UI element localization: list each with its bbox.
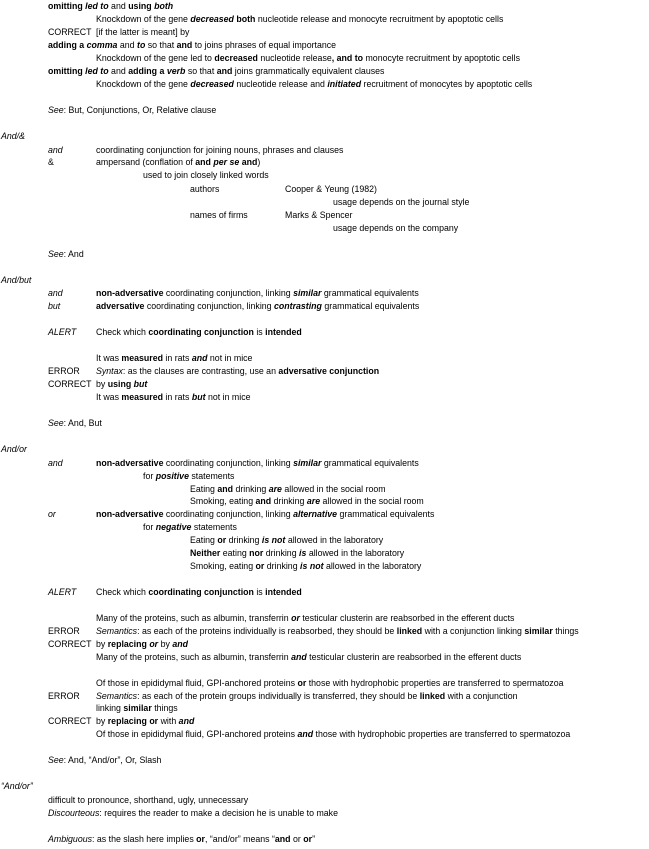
text-run: not in mice <box>205 392 251 402</box>
bold-text: adding a <box>128 66 167 76</box>
error-explanation <box>96 690 518 702</box>
bold-text: both <box>236 14 256 24</box>
emphasized-term: are <box>306 496 321 506</box>
text-run: allowed in the social room <box>320 496 424 506</box>
bold-text: measured <box>121 392 163 402</box>
emphasized-term: to <box>137 40 146 50</box>
bold-text: and <box>274 834 291 844</box>
emphasized-term: is not <box>261 535 286 545</box>
text-run: : But, Conjunctions, Or, Relative clause <box>63 105 217 115</box>
see-also <box>48 754 161 766</box>
corrected-sentence <box>96 52 520 64</box>
emphasized-term: contrasting <box>274 301 322 311</box>
usage-instruction <box>48 65 384 77</box>
text-run: coordinating conjunction, linking <box>144 301 275 311</box>
usage-note: usage depends on the journal style <box>333 197 470 207</box>
emphasized-term: but <box>191 392 206 402</box>
definition <box>96 144 343 156</box>
emphasized-term: or <box>149 639 159 649</box>
emphasized-term: both <box>154 1 174 11</box>
bold-text: similar <box>524 626 553 636</box>
text-run: allowed in the laboratory <box>285 535 384 545</box>
text-run: drinking <box>226 535 262 545</box>
bold-text: coordinating conjunction <box>148 327 254 337</box>
bold-text: , and to <box>331 53 364 63</box>
emphasized-term: led to <box>85 1 109 11</box>
term-label: & <box>48 157 54 167</box>
text-run: allowed in the social room <box>281 484 386 494</box>
emphasized-term: positive <box>155 471 189 481</box>
text-run: Check which <box>96 327 149 337</box>
text-run: Many of the proteins, such as albumin, transferrin <box>96 652 292 662</box>
text-run: Eating <box>190 484 218 494</box>
emphasized-term: are <box>268 484 282 494</box>
label-error: ERROR <box>48 626 80 636</box>
bold-text: intended <box>265 587 302 597</box>
text-run: grammatical equivalents <box>321 288 419 298</box>
definition <box>96 287 419 299</box>
text-run: Eating <box>190 535 218 545</box>
usage-instruction <box>48 39 336 51</box>
emphasized-term: per se <box>213 157 240 167</box>
error-explanation-continued <box>96 702 178 714</box>
text-run: coordinating conjunction for joining nouns, phrases and clauses <box>96 145 344 155</box>
text-run: those with hydrophobic properties are transferred to spermatozoa <box>306 678 564 688</box>
definition <box>96 508 434 520</box>
label-error: ERROR <box>48 366 80 376</box>
emphasized-term: and <box>191 353 208 363</box>
text-run: drinking <box>233 484 269 494</box>
label-error: ERROR <box>48 691 80 701</box>
text-run: [if the latter is meant] by <box>96 27 190 37</box>
usage-note <box>48 833 315 845</box>
italic-text: Discourteous <box>48 808 100 818</box>
bold-text: or <box>196 834 205 844</box>
bold-text: similar <box>123 703 152 713</box>
bold-text: or <box>217 535 227 545</box>
text-run: linking <box>96 703 124 713</box>
text-run: those with hydrophobic properties are transferred to spermatozoa <box>313 729 571 739</box>
example-sentence <box>96 13 503 25</box>
bold-text: intended <box>265 327 302 337</box>
example-sentence <box>190 495 424 507</box>
text-run: nucleotide release <box>257 53 332 63</box>
definition <box>96 457 419 469</box>
example-sentence <box>96 677 563 689</box>
text-run: Of those in epididymal fluid, GPI-anchored proteins <box>96 678 298 688</box>
text-run: eating <box>220 548 250 558</box>
example-sentence <box>190 483 386 495</box>
text-run: grammatical equivalents <box>321 301 420 311</box>
text-run: recruitment of monocytes by apoptotic cells <box>361 79 533 89</box>
text-run: Knockdown of the gene led to <box>96 53 215 63</box>
alert-text <box>96 586 302 598</box>
emphasized-term: similar <box>293 458 322 468</box>
text-run: ” <box>312 834 316 844</box>
bold-text: Neither <box>190 548 221 558</box>
emphasized-term: alternative <box>293 509 338 519</box>
term-label: or <box>48 509 56 519</box>
emphasized-term: initiated <box>327 79 362 89</box>
text-run: by <box>96 639 108 649</box>
bold-text: and <box>216 66 233 76</box>
text-run: used to join closely linked words <box>143 170 269 180</box>
usage-note <box>143 470 234 482</box>
text-run: Smoking, eating <box>190 496 256 506</box>
text-run: monocyte recruitment by apoptotic cells <box>363 53 520 63</box>
usage-note <box>143 169 269 181</box>
text-run: nucleotide release and <box>233 79 328 89</box>
text-run: by <box>158 639 173 649</box>
text-run: in rats <box>162 392 192 402</box>
text-run: so that <box>145 40 177 50</box>
usage-instruction <box>48 0 173 12</box>
text-run: and <box>117 40 138 50</box>
text-run: , “and/or” means “ <box>204 834 275 844</box>
text-run: in rats <box>162 353 192 363</box>
italic-text: Ambiguous <box>48 834 93 844</box>
emphasized-term: or <box>291 613 300 623</box>
label-alert: ALERT <box>48 587 77 597</box>
emphasized-term: negative <box>155 522 192 532</box>
text-run: things <box>151 703 178 713</box>
emphasized-term: but <box>133 379 148 389</box>
emphasized-term: is <box>299 548 307 558</box>
italic-text: See <box>48 105 64 115</box>
text-run: : as each of the protein groups individually is transferred, they should be <box>137 691 420 701</box>
text-run: ampersand (conflation of <box>96 157 196 167</box>
emphasized-term: similar <box>293 288 322 298</box>
entry-heading: “And/or” <box>1 781 33 791</box>
text-run: allowed in the laboratory <box>306 548 405 558</box>
text-run: coordinating conjunction, linking <box>163 288 294 298</box>
definition <box>96 300 419 312</box>
text-run: Knockdown of the gene <box>96 79 191 89</box>
emphasized-term: is not <box>300 561 324 571</box>
text-run: or <box>290 834 304 844</box>
text-run: difficult to pronounce, shorthand, ugly, unnecessary <box>48 795 249 805</box>
term-label: and <box>48 288 63 298</box>
emphasized-term: and <box>297 729 314 739</box>
text-run: Many of the proteins, such as albumin, transferrin <box>96 613 292 623</box>
term-label: but <box>48 301 61 311</box>
entry-heading: And/or <box>1 444 27 454</box>
bold-text: linked <box>396 626 423 636</box>
corrected-sentence <box>96 651 521 663</box>
emphasized-term: and <box>178 716 195 726</box>
bold-text: adversative conjunction <box>278 366 380 376</box>
text-run: by <box>96 716 108 726</box>
bold-text: coordinating conjunction <box>148 587 254 597</box>
text-run: things <box>552 626 579 636</box>
term-label: and <box>48 145 63 155</box>
bold-text: adding a <box>48 40 87 50</box>
correction-instruction <box>96 378 147 390</box>
bold-text: or <box>303 834 313 844</box>
see-also <box>48 104 216 116</box>
text-run: with a conjunction linking <box>422 626 525 636</box>
bold-text: and <box>195 157 211 167</box>
usage-note: usage depends on the company <box>333 223 459 233</box>
text-run: Smoking, eating <box>190 561 256 571</box>
text-run: Check which <box>96 587 149 597</box>
see-also <box>48 417 102 429</box>
bold-text: omitting <box>48 66 86 76</box>
label-alert: ALERT <box>48 327 77 337</box>
emphasized-term: and <box>172 639 188 649</box>
italic-text: Semantics <box>96 691 138 701</box>
corrected-sentence <box>96 728 570 740</box>
correction-instruction <box>96 638 188 650</box>
correction-instruction <box>96 715 194 727</box>
bold-text: and <box>217 484 234 494</box>
text-run: joins grammatically equivalent clauses <box>232 66 385 76</box>
bold-text: non-adversative <box>96 509 164 519</box>
text-run: It was <box>96 392 122 402</box>
emphasized-term: and <box>291 652 307 662</box>
text-run: : as the clauses are contrasting, use an <box>122 366 279 376</box>
bold-text: using <box>107 379 132 389</box>
text-run: drinking <box>263 548 300 558</box>
example-sentence <box>190 560 421 572</box>
text-run: ) <box>257 157 261 167</box>
text-run: : as the slash here implies <box>92 834 197 844</box>
entry-heading: And/but <box>1 275 32 285</box>
text-run: allowed in the laboratory <box>323 561 422 571</box>
text-run: Knockdown of the gene <box>96 14 191 24</box>
text-run: Of those in epididymal fluid, GPI-anchored proteins <box>96 729 298 739</box>
label-correct: CORRECT <box>48 27 92 37</box>
emphasized-term: comma <box>86 40 118 50</box>
usage-note <box>143 521 237 533</box>
example-category: names of firms <box>190 210 248 220</box>
text-run: : And, But <box>63 418 102 428</box>
example-category: authors <box>190 184 220 194</box>
label-correct: CORRECT <box>48 639 92 649</box>
text-run: It was <box>96 353 122 363</box>
correction-condition <box>96 26 189 38</box>
usage-note <box>48 807 338 819</box>
text-run: : requires the reader to make a decision he is unable to make <box>99 808 338 818</box>
text-run: is <box>253 587 266 597</box>
alert-text <box>96 326 302 338</box>
text-run: statements <box>188 471 235 481</box>
text-run: drinking <box>264 561 301 571</box>
bold-text: adversative <box>96 301 145 311</box>
italic-text: Syntax <box>96 366 123 376</box>
text-run: for <box>143 471 156 481</box>
term-label: and <box>48 458 63 468</box>
emphasized-term: verb <box>166 66 186 76</box>
text-run: drinking <box>271 496 307 506</box>
example-sentence <box>190 547 404 559</box>
bold-text: using <box>128 1 155 11</box>
bold-text: and <box>176 40 193 50</box>
bold-text: decreased <box>214 53 258 63</box>
bold-text: or <box>297 678 307 688</box>
emphasized-term: decreased <box>190 14 234 24</box>
text-run: testicular clusterin are reabsorbed in the efferent ducts <box>299 613 515 623</box>
bold-text: or <box>149 716 159 726</box>
see-also <box>48 248 84 260</box>
corrected-sentence <box>96 391 251 403</box>
emphasized-term: led to <box>85 66 109 76</box>
text-run: not in mice <box>207 353 253 363</box>
italic-text: See <box>48 249 64 259</box>
text-run: and <box>108 66 129 76</box>
text-run: coordinating conjunction, linking <box>163 458 294 468</box>
text-run: with a conjunction <box>445 691 518 701</box>
text-run: for <box>143 522 156 532</box>
italic-text: See <box>48 418 64 428</box>
text-run: nucleotide release and monocyte recruitment by apoptotic cells <box>255 14 504 24</box>
bold-text: and <box>241 157 258 167</box>
emphasized-term: decreased <box>190 79 234 89</box>
bold-text: and <box>255 496 272 506</box>
text-run: and <box>108 1 129 11</box>
italic-text: See <box>48 755 64 765</box>
text-run: testicular clusterin are reabsorbed in the efferent ducts <box>306 652 522 662</box>
text-run: grammatical equivalents <box>337 509 435 519</box>
example: Marks & Spencer <box>285 210 353 220</box>
text-run: statements <box>191 522 237 532</box>
text-run: : And, “And/or”, Or, Slash <box>63 755 162 765</box>
example-sentence <box>190 534 383 546</box>
text-run: coordinating conjunction, linking <box>163 509 294 519</box>
bold-text: linked <box>419 691 446 701</box>
error-explanation <box>96 365 379 377</box>
error-explanation <box>96 625 579 637</box>
text-run: is <box>253 327 266 337</box>
text-run: : And <box>63 249 84 259</box>
example-sentence <box>96 352 252 364</box>
bold-text: measured <box>121 353 163 363</box>
bold-text: or <box>255 561 265 571</box>
text-run: grammatical equivalents <box>321 458 419 468</box>
italic-text: Semantics <box>96 626 138 636</box>
label-correct: CORRECT <box>48 716 92 726</box>
bold-text: non-adversative <box>96 288 164 298</box>
bold-text: nor <box>249 548 264 558</box>
text-run: with <box>158 716 179 726</box>
bold-text: omitting <box>48 1 86 11</box>
bold-text: replacing <box>107 639 147 649</box>
text-run: to joins phrases of equal importance <box>192 40 337 50</box>
text-run: so that <box>185 66 217 76</box>
corrected-sentence <box>96 78 532 90</box>
bold-text: replacing <box>107 716 147 726</box>
label-correct: CORRECT <box>48 379 92 389</box>
example-sentence <box>96 612 514 624</box>
entry-heading: And/& <box>1 131 25 141</box>
text-run: : as each of the proteins individually is reabsorbed, they should be <box>137 626 397 636</box>
text-run: by <box>96 379 108 389</box>
bold-text: non-adversative <box>96 458 164 468</box>
usage-note <box>48 794 248 806</box>
example: Cooper & Yeung (1982) <box>285 184 377 194</box>
definition <box>96 156 260 168</box>
